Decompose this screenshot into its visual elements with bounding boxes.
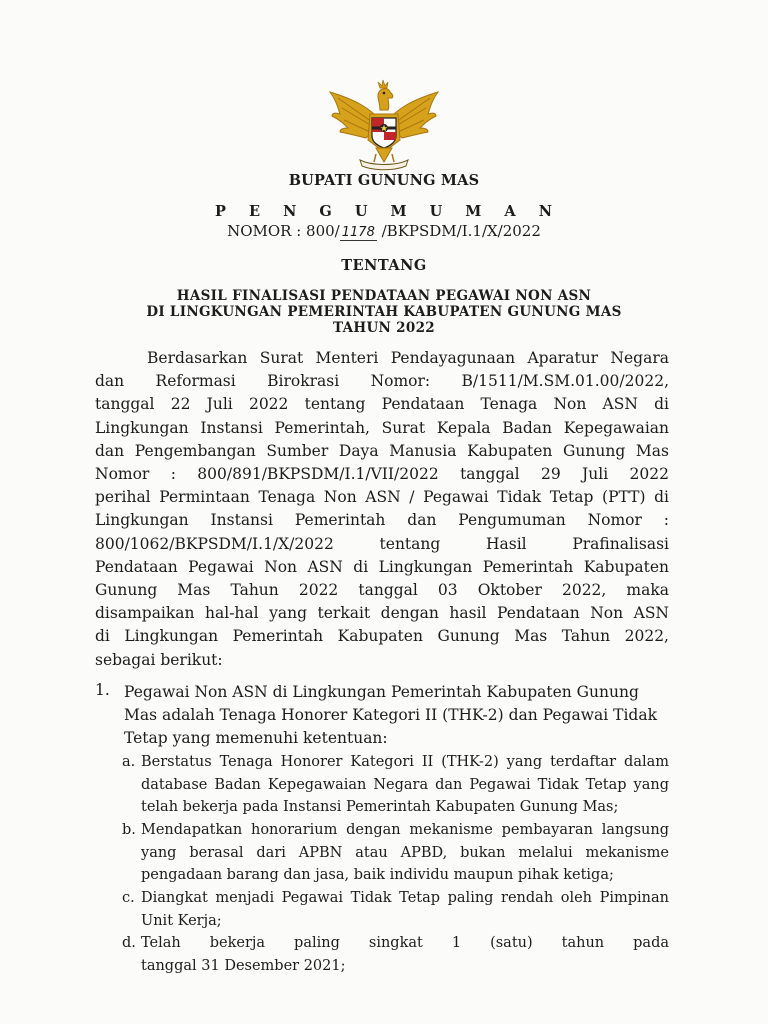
nomor-suffix: /BKPSDM/I.1/X/2022 [376,222,541,240]
garuda-emblem-icon [326,78,442,174]
subitem-line: Unit Kerja; [141,912,222,929]
tentang-heading: TENTANG [341,257,427,274]
subitem-line: telah bekerja pada Instansi Pemerintah Kabupaten Gunung Mas; [141,799,619,815]
paragraph-line: Berdasarkan Surat Menteri Pendayagunaan Aparatur Negara [147,349,669,367]
intro-paragraph [95,347,669,672]
announcement-title: P E N G U M U M A N [215,203,561,220]
paragraph-line: Lingkungan Instansi Pemerintah, Surat Kepala Badan Kepegawaian [95,418,669,437]
list-item-line: Pegawai Non ASN di Lingkungan Pemerintah Kabupaten Gunung [124,683,639,701]
subitem-line: tanggal 31 Desember 2021; [141,957,346,974]
subitem-line: Telah bekerja paling singkat 1 (satu) tahun pada [141,935,669,951]
subitem-label: c. [122,890,135,906]
paragraph-line: Lingkungan Instansi Pemerintah dan Pengumuman Nomor : [95,511,669,530]
paragraph-line: Pendataan Pegawai Non ASN di Lingkungan Pemerintah Kabupaten [95,557,669,576]
subitem-line: Berstatus Tenaga Honorer Kategori II (THK-2) yang terdaftar dalam [141,754,669,770]
subitem-line: pengadaan barang dan jasa, baik individu maupun pihak ketiga; [141,867,614,883]
list-item-line: Tetap yang memenuhi ketentuan: [124,729,388,748]
subitem-label: a. [122,754,136,770]
subitem-line: Diangkat menjadi Pegawai Tidak Tetap paling rendah oleh Pimpinan [141,890,669,906]
subject-line: HASIL FINALISASI PENDATAAN PEGAWAI NON ASN [176,288,592,304]
subitem-line: Mendapatkan honorarium dengan mekanisme pembayaran langsung [141,822,669,838]
paragraph-line: dan Reformasi Birokrasi Nomor: B/1511/M.SM.01.00/2022, [95,372,669,391]
document-number [0,222,768,240]
subitem-label: d. [122,935,136,951]
subject-line: DI LINGKUNGAN PEMERINTAH KABUPATEN GUNUNG MAS [146,304,622,320]
subject-heading [0,288,768,336]
subitem-line: yang berasal dari APBN atau APBD, bukan melalui mekanisme [141,844,669,861]
subitem-d [122,932,669,977]
handwritten-number: 1178 [341,225,375,240]
paragraph-line: perihal Permintaan Tenaga Non ASN / Pegawai Tidak Tetap (PTT) di [95,488,669,507]
paragraph-line: Gunung Mas Tahun 2022 tanggal 03 Oktober 2022, maka [95,581,669,600]
subitem-b [122,819,669,887]
subject-line: TAHUN 2022 [333,320,435,336]
paragraph-line: di Lingkungan Pemerintah Kabupaten Gunung Mas Tahun 2022, [95,627,669,646]
list-item-line: Mas adalah Tenaga Honorer Kategori II (THK-2) dan Pegawai Tidak [124,706,657,725]
paragraph-line: dan Pengembangan Sumber Daya Manusia Kabupaten Gunung Mas [95,441,669,460]
subitem-c [122,887,669,932]
nomor-prefix: NOMOR : 800/ [227,222,340,240]
paragraph-line: disampaikan hal-hal yang terkait dengan hasil Pendataan Non ASN [95,604,669,623]
list-number: 1. [95,681,110,699]
subitem-line: database Badan Kepegawaian Negara dan Pegawai Tidak Tetap yang [141,776,669,793]
paragraph-line: sebagai berikut: [95,650,223,669]
subitem-label: b. [122,822,136,838]
subitem-a [122,751,669,819]
paragraph-line: Nomor : 800/891/BKPSDM/I.1/VII/2022 tanggal 29 Juli 2022 [95,465,669,484]
paragraph-line: tanggal 22 Juli 2022 tentang Pendataan Tenaga Non ASN di [95,395,669,414]
paragraph-line: 800/1062/BKPSDM/I.1/X/2022 tentang Hasil Prafinalisasi [95,534,669,553]
issuer-title: BUPATI GUNUNG MAS [288,172,480,189]
